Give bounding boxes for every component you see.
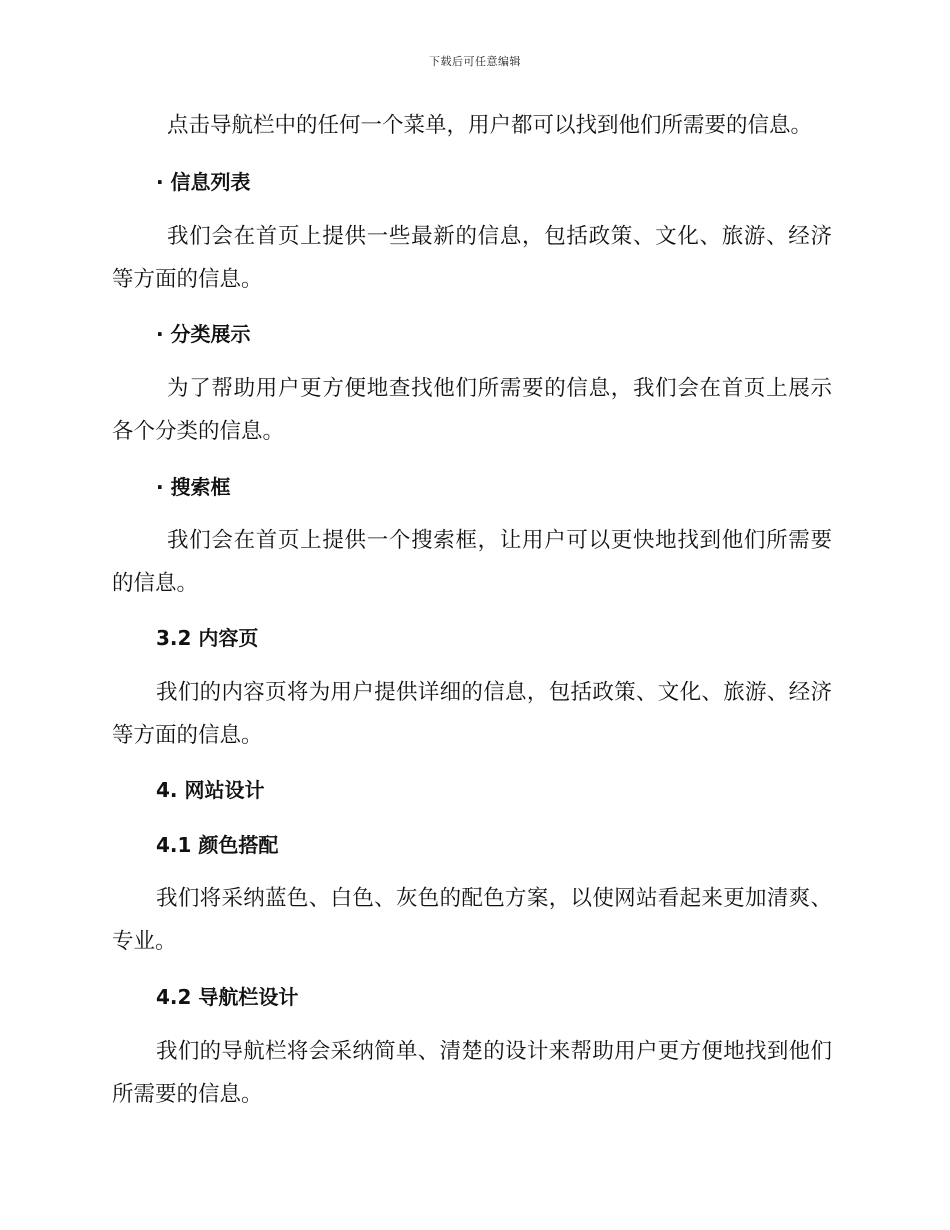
heading-color-scheme: 4.1 颜色搭配 bbox=[156, 833, 279, 857]
paragraph-category-display: 为了帮助用户更方便地查找他们所需要的信息，我们会在首页上展示各个分类的信息。 bbox=[112, 376, 832, 444]
paragraph-navigation: 点击导航栏中的任何一个菜单，用户都可以找到他们所需要的信息。 bbox=[167, 113, 813, 138]
heading-category-display: · 分类展示 bbox=[156, 322, 251, 346]
heading-info-list: · 信息列表 bbox=[156, 170, 251, 194]
paragraph-info-list: 我们会在首页上提供一些最新的信息，包括政策、文化、旅游、经济等方面的信息。 bbox=[112, 224, 832, 292]
heading-search-box: · 搜索框 bbox=[156, 475, 231, 499]
paragraph-content-page: 我们的内容页将为用户提供详细的信息，包括政策、文化、旅游、经济等方面的信息。 bbox=[112, 680, 832, 748]
heading-website-design: 4. 网站设计 bbox=[156, 778, 265, 802]
paragraph-search-box: 我们会在首页上提供一个搜索框，让用户可以更快地找到他们所需要的信息。 bbox=[112, 528, 832, 596]
header-note: 下载后可任意编辑 bbox=[429, 55, 521, 68]
heading-content-page: 3.2 内容页 bbox=[156, 626, 259, 650]
heading-navbar-design: 4.2 导航栏设计 bbox=[156, 985, 299, 1009]
paragraph-color-scheme: 我们将采纳蓝色、白色、灰色的配色方案，以使网站看起来更加清爽、专业。 bbox=[112, 886, 832, 954]
paragraph-navbar-design: 我们的导航栏将会采纳简单、清楚的设计来帮助用户更方便地找到他们所需要的信息。 bbox=[112, 1039, 832, 1107]
